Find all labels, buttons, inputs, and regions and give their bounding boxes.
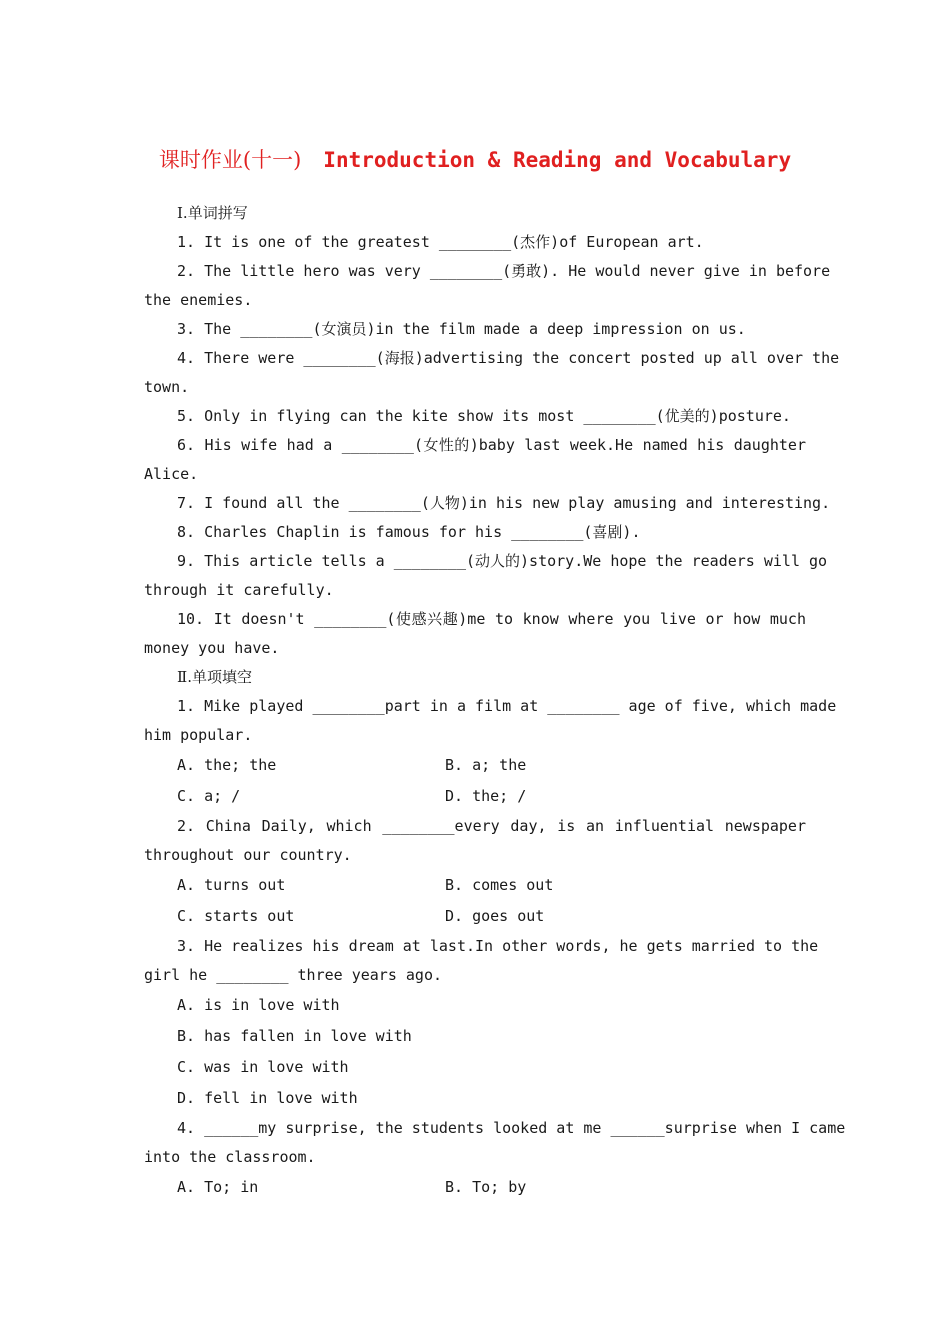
- option-row: [144, 1021, 806, 1052]
- question-line: 6. His wife had a ________(女性的)baby last week.He named his daughter: [177, 436, 806, 454]
- option-a: A. the; the: [177, 756, 277, 774]
- page-title: [0, 144, 950, 174]
- question-line: 8. Charles Chaplin is famous for his ________(喜剧).: [177, 523, 641, 541]
- question-line: throughout our country.: [144, 846, 352, 864]
- question-line: 4. There were ________(海报)advertising the concert posted up all over the: [177, 349, 840, 367]
- option-b: B. comes out: [445, 876, 554, 894]
- option-a: A. To; in: [177, 1178, 259, 1196]
- question-line: 10. It doesn't ________(使感兴趣)me to know where you live or how much: [177, 610, 806, 628]
- option-row: [144, 781, 806, 812]
- title-english: Introduction & Reading and Vocabulary: [323, 148, 792, 172]
- option-d: D. goes out: [445, 907, 545, 925]
- question-line: 7. I found all the ________(人物)in his new play amusing and interesting.: [177, 494, 831, 512]
- option-c: C. starts out: [177, 907, 295, 925]
- title-chinese: 课时作业(十一): [158, 148, 302, 172]
- option-row: [144, 990, 806, 1021]
- question-line: him popular.: [144, 726, 253, 744]
- option-b: B. has fallen in love with: [177, 1027, 412, 1045]
- option-d: D. fell in love with: [177, 1089, 358, 1107]
- option-c: C. was in love with: [177, 1058, 349, 1076]
- question-line: 2. China Daily, which ________every day, is an influential newspaper: [177, 817, 806, 835]
- option-c: C. a; /: [177, 787, 241, 805]
- option-row: [144, 750, 806, 781]
- question-line: girl he ________ three years ago.: [144, 966, 443, 984]
- question-line: town.: [144, 378, 190, 396]
- question-line: 3. He realizes his dream at last.In other words, he gets married to the: [177, 937, 819, 955]
- option-b: B. To; by: [445, 1178, 527, 1196]
- option-row: [144, 870, 806, 901]
- option-d: D. the; /: [445, 787, 527, 805]
- option-row: [144, 1172, 806, 1203]
- option-a: A. turns out: [177, 876, 286, 894]
- option-row: [144, 1052, 806, 1083]
- section-heading-spelling: Ⅰ.单词拼写: [177, 204, 248, 222]
- question-line: into the classroom.: [144, 1148, 316, 1166]
- question-line: 5. Only in flying can the kite show its most ________(优美的)posture.: [177, 407, 791, 425]
- question-line: 1. It is one of the greatest ________(杰作)of European art.: [177, 233, 704, 251]
- question-line: through it carefully.: [144, 581, 334, 599]
- question-line: Alice.: [144, 465, 199, 483]
- question-line: 1. Mike played ________part in a film at ________ age of five, which made: [177, 697, 837, 715]
- question-line: money you have.: [144, 639, 280, 657]
- option-row: [144, 1083, 806, 1114]
- question-line: 4. ______my surprise, the students looked at me ______surprise when I came: [177, 1119, 846, 1137]
- question-line: 2. The little hero was very ________(勇敢). He would never give in before: [177, 262, 831, 280]
- option-row: [144, 901, 806, 932]
- question-line: 9. This article tells a ________(动人的)story.We hope the readers will go: [177, 552, 828, 570]
- option-a: A. is in love with: [177, 996, 340, 1014]
- worksheet-content: [144, 199, 846, 1203]
- question-line: the enemies.: [144, 291, 253, 309]
- option-b: B. a; the: [445, 756, 527, 774]
- question-line: 3. The ________(女演员)in the film made a deep impression on us.: [177, 320, 746, 338]
- section-heading-multiple-choice: Ⅱ.单项填空: [177, 668, 252, 686]
